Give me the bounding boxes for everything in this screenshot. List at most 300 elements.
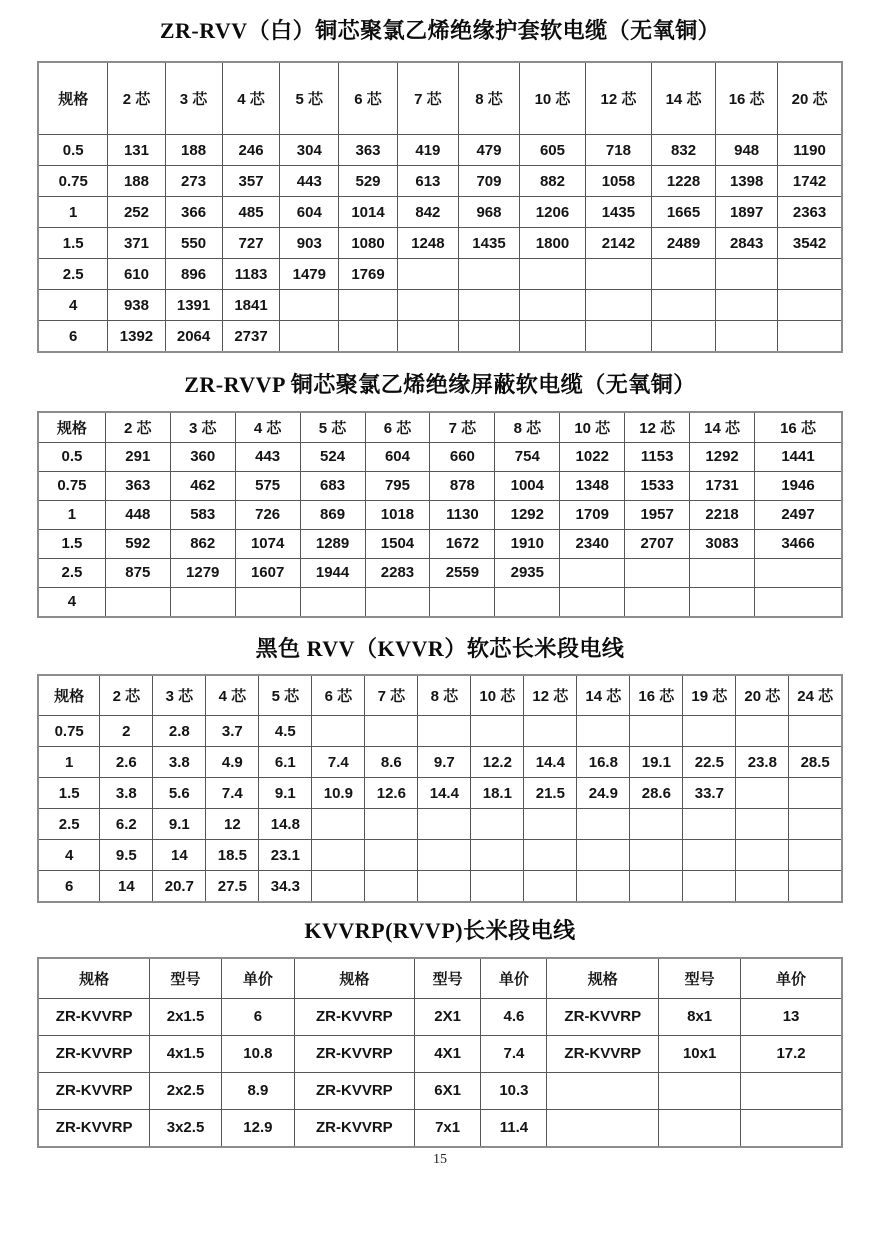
table-cell: 14 bbox=[153, 840, 206, 871]
header-cell: 单价 bbox=[741, 958, 842, 999]
table-cell bbox=[520, 259, 586, 290]
header-cell: 20 芯 bbox=[778, 62, 842, 135]
table-cell: 10.8 bbox=[221, 1035, 294, 1072]
table-cell: 2142 bbox=[585, 228, 651, 259]
table-cell: 1348 bbox=[560, 471, 625, 500]
table-cell bbox=[585, 321, 651, 353]
table-cell: 188 bbox=[108, 166, 165, 197]
header-cell: 10 芯 bbox=[560, 412, 625, 443]
table-cell bbox=[741, 1109, 842, 1147]
table-cell bbox=[577, 716, 630, 747]
page-number: 15 bbox=[433, 1152, 447, 1167]
table-cell bbox=[630, 809, 683, 840]
table-cell: 660 bbox=[430, 442, 495, 471]
table-row bbox=[38, 871, 842, 903]
header-cell: 14 芯 bbox=[577, 675, 630, 716]
table-cell: 2340 bbox=[560, 529, 625, 558]
table-cell bbox=[577, 840, 630, 871]
table-row bbox=[38, 778, 842, 809]
table-cell bbox=[471, 871, 524, 903]
table-cell: 842 bbox=[397, 197, 458, 228]
table-cell bbox=[755, 558, 842, 587]
table-cell: 33.7 bbox=[683, 778, 736, 809]
header-cell: 3 芯 bbox=[165, 62, 222, 135]
table-cell bbox=[736, 871, 789, 903]
table-cell: 1391 bbox=[165, 290, 222, 321]
header-cell: 8 芯 bbox=[495, 412, 560, 443]
table-cell bbox=[778, 290, 842, 321]
table-cell: 1279 bbox=[170, 558, 235, 587]
header-cell: 6 芯 bbox=[339, 62, 398, 135]
section-zr-rvv-white bbox=[37, 18, 843, 353]
table-cell: 12 bbox=[206, 809, 259, 840]
table-cell bbox=[659, 1072, 741, 1109]
table-cell: 1 bbox=[38, 197, 108, 228]
table-cell bbox=[716, 290, 778, 321]
table-cell bbox=[418, 716, 471, 747]
table-cell bbox=[365, 871, 418, 903]
table-cell bbox=[547, 1072, 659, 1109]
table-cell: 12.2 bbox=[471, 747, 524, 778]
table-row bbox=[38, 998, 842, 1035]
table-cell bbox=[300, 587, 365, 617]
table-cell bbox=[312, 716, 365, 747]
table-cell bbox=[736, 840, 789, 871]
table-row bbox=[38, 558, 842, 587]
table-cell: 22.5 bbox=[683, 747, 736, 778]
table-cell: ZR-KVVRP bbox=[547, 1035, 659, 1072]
table-cell: 0.75 bbox=[38, 471, 105, 500]
table-cell: ZR-KVVRP bbox=[294, 1109, 414, 1147]
table-cell: 832 bbox=[651, 135, 715, 166]
table-cell: 1190 bbox=[778, 135, 842, 166]
table-cell: 1058 bbox=[585, 166, 651, 197]
table-cell bbox=[789, 716, 842, 747]
table-row bbox=[38, 809, 842, 840]
table-cell: 7x1 bbox=[414, 1109, 481, 1147]
table-cell: 948 bbox=[716, 135, 778, 166]
table-cell bbox=[625, 587, 690, 617]
header-cell: 5 芯 bbox=[259, 675, 312, 716]
table-cell: 1392 bbox=[108, 321, 165, 353]
table-cell: 357 bbox=[222, 166, 280, 197]
table-cell bbox=[524, 716, 577, 747]
table-kvvrp bbox=[37, 957, 843, 1148]
table-row bbox=[38, 166, 842, 197]
table-cell bbox=[365, 587, 430, 617]
header-cell: 12 芯 bbox=[585, 62, 651, 135]
table-cell: 363 bbox=[339, 135, 398, 166]
table-cell bbox=[280, 290, 339, 321]
table-cell bbox=[585, 259, 651, 290]
table-cell bbox=[778, 321, 842, 353]
table-row bbox=[38, 1109, 842, 1147]
header-cell: 14 芯 bbox=[690, 412, 755, 443]
table-cell: 0.75 bbox=[38, 716, 100, 747]
table-cell: ZR-KVVRP bbox=[294, 998, 414, 1035]
title-zr-rvvp: ZR-RVVP 铜芯聚氯乙烯绝缘屏蔽软电缆（无氧铜） bbox=[184, 372, 696, 398]
table-cell: 2X1 bbox=[414, 998, 481, 1035]
header-cell: 规格 bbox=[38, 412, 105, 443]
table-cell: 20.7 bbox=[153, 871, 206, 903]
table-cell: 1841 bbox=[222, 290, 280, 321]
table-cell: 1731 bbox=[690, 471, 755, 500]
table-cell: 2707 bbox=[625, 529, 690, 558]
table-cell: 718 bbox=[585, 135, 651, 166]
table-cell: 550 bbox=[165, 228, 222, 259]
header-cell: 12 芯 bbox=[625, 412, 690, 443]
table-cell: 2363 bbox=[778, 197, 842, 228]
table-cell: ZR-KVVRP bbox=[38, 1072, 150, 1109]
table-cell bbox=[365, 840, 418, 871]
table-cell: 795 bbox=[365, 471, 430, 500]
header-cell: 10 芯 bbox=[520, 62, 586, 135]
table-row bbox=[38, 500, 842, 529]
table-cell: 1800 bbox=[520, 228, 586, 259]
table-row bbox=[38, 529, 842, 558]
table-cell: 896 bbox=[165, 259, 222, 290]
table-cell: 0.5 bbox=[38, 442, 105, 471]
section-zr-rvvp bbox=[37, 372, 843, 617]
table-cell: 188 bbox=[165, 135, 222, 166]
table-cell: 1398 bbox=[716, 166, 778, 197]
table-cell: 28.5 bbox=[789, 747, 842, 778]
table-cell: 27.5 bbox=[206, 871, 259, 903]
table-cell: 869 bbox=[300, 500, 365, 529]
header-row bbox=[38, 412, 842, 443]
table-cell: 1004 bbox=[495, 471, 560, 500]
table-cell: 2218 bbox=[690, 500, 755, 529]
table-cell: 1435 bbox=[585, 197, 651, 228]
table-cell bbox=[778, 259, 842, 290]
table-cell: 12.6 bbox=[365, 778, 418, 809]
table-cell: 7.4 bbox=[312, 747, 365, 778]
table-cell: 683 bbox=[300, 471, 365, 500]
table-cell bbox=[651, 259, 715, 290]
table-row bbox=[38, 747, 842, 778]
table-row bbox=[38, 840, 842, 871]
table-cell: 1014 bbox=[339, 197, 398, 228]
table-cell: 1289 bbox=[300, 529, 365, 558]
table-cell: 4 bbox=[38, 840, 100, 871]
table-cell: 6 bbox=[38, 871, 100, 903]
table-cell: 10x1 bbox=[659, 1035, 741, 1072]
table-cell: 1769 bbox=[339, 259, 398, 290]
table-cell: 1957 bbox=[625, 500, 690, 529]
table-cell: 1292 bbox=[690, 442, 755, 471]
table-cell: 1 bbox=[38, 500, 105, 529]
table-cell: 10.3 bbox=[481, 1072, 547, 1109]
table-cell: 2.5 bbox=[38, 558, 105, 587]
table-cell bbox=[312, 840, 365, 871]
table-cell bbox=[736, 716, 789, 747]
table-cell: 6X1 bbox=[414, 1072, 481, 1109]
table-row bbox=[38, 197, 842, 228]
table-cell: 3x2.5 bbox=[150, 1109, 222, 1147]
table-cell: 5.6 bbox=[153, 778, 206, 809]
table-cell bbox=[736, 809, 789, 840]
table-cell: 1074 bbox=[235, 529, 300, 558]
table-cell: 462 bbox=[170, 471, 235, 500]
header-cell: 规格 bbox=[38, 62, 108, 135]
table-cell: 18.1 bbox=[471, 778, 524, 809]
table-cell: 1910 bbox=[495, 529, 560, 558]
table-cell bbox=[683, 809, 736, 840]
table-cell bbox=[235, 587, 300, 617]
header-cell: 7 芯 bbox=[430, 412, 495, 443]
table-cell: 28.6 bbox=[630, 778, 683, 809]
table-cell bbox=[365, 716, 418, 747]
table-cell bbox=[418, 840, 471, 871]
table-cell bbox=[524, 840, 577, 871]
table-cell: 2283 bbox=[365, 558, 430, 587]
table-cell: 7.4 bbox=[481, 1035, 547, 1072]
table-cell: 1206 bbox=[520, 197, 586, 228]
table-cell: 7.4 bbox=[206, 778, 259, 809]
table-cell: 613 bbox=[397, 166, 458, 197]
table-row bbox=[38, 442, 842, 471]
table-cell: 2497 bbox=[755, 500, 842, 529]
table-cell: 1080 bbox=[339, 228, 398, 259]
table-cell bbox=[471, 716, 524, 747]
table-cell: 3083 bbox=[690, 529, 755, 558]
header-cell: 7 芯 bbox=[397, 62, 458, 135]
table-cell: 1153 bbox=[625, 442, 690, 471]
table-cell: 13 bbox=[741, 998, 842, 1035]
table-cell bbox=[458, 321, 519, 353]
header-cell: 5 芯 bbox=[280, 62, 339, 135]
header-row bbox=[38, 675, 842, 716]
table-cell: 6 bbox=[221, 998, 294, 1035]
table-cell bbox=[397, 290, 458, 321]
table-cell: 3.8 bbox=[100, 778, 153, 809]
table-cell bbox=[789, 840, 842, 871]
table-cell: 252 bbox=[108, 197, 165, 228]
table-cell: 17.2 bbox=[741, 1035, 842, 1072]
table-cell: 1709 bbox=[560, 500, 625, 529]
table-cell bbox=[458, 259, 519, 290]
table-cell bbox=[577, 809, 630, 840]
table-cell bbox=[312, 809, 365, 840]
table-cell bbox=[659, 1109, 741, 1147]
table-cell bbox=[683, 716, 736, 747]
table-cell: 604 bbox=[365, 442, 430, 471]
table-cell bbox=[630, 871, 683, 903]
header-cell: 规格 bbox=[547, 958, 659, 999]
table-cell: 9.1 bbox=[259, 778, 312, 809]
table-cell: 1479 bbox=[280, 259, 339, 290]
table-cell: 903 bbox=[280, 228, 339, 259]
table-cell: 3.8 bbox=[153, 747, 206, 778]
table-cell: 18.5 bbox=[206, 840, 259, 871]
table-cell: 878 bbox=[430, 471, 495, 500]
table-cell: 14 bbox=[100, 871, 153, 903]
table-zr-rvvp bbox=[37, 411, 843, 618]
table-cell bbox=[755, 587, 842, 617]
table-cell: 2.5 bbox=[38, 259, 108, 290]
table-cell bbox=[520, 290, 586, 321]
table-cell bbox=[471, 840, 524, 871]
table-cell bbox=[690, 558, 755, 587]
header-cell: 6 芯 bbox=[312, 675, 365, 716]
table-cell: 1533 bbox=[625, 471, 690, 500]
table-cell: 23.1 bbox=[259, 840, 312, 871]
table-cell: 1.5 bbox=[38, 228, 108, 259]
table-cell: 968 bbox=[458, 197, 519, 228]
table-cell: 8.6 bbox=[365, 747, 418, 778]
table-cell: 1022 bbox=[560, 442, 625, 471]
table-cell: 2x1.5 bbox=[150, 998, 222, 1035]
table-cell: 9.1 bbox=[153, 809, 206, 840]
table-cell: 529 bbox=[339, 166, 398, 197]
table-cell: 2737 bbox=[222, 321, 280, 353]
table-cell: 3542 bbox=[778, 228, 842, 259]
table-cell: 24.9 bbox=[577, 778, 630, 809]
table-cell bbox=[524, 871, 577, 903]
table-cell: 583 bbox=[170, 500, 235, 529]
table-cell: 131 bbox=[108, 135, 165, 166]
header-cell: 2 芯 bbox=[105, 412, 170, 443]
table-row bbox=[38, 716, 842, 747]
header-cell: 16 芯 bbox=[755, 412, 842, 443]
table-cell bbox=[630, 716, 683, 747]
table-cell bbox=[690, 587, 755, 617]
table-cell: 1435 bbox=[458, 228, 519, 259]
section-black-rvv bbox=[37, 636, 843, 903]
header-cell: 4 芯 bbox=[222, 62, 280, 135]
table-cell bbox=[495, 587, 560, 617]
table-cell: 246 bbox=[222, 135, 280, 166]
table-cell: 4.6 bbox=[481, 998, 547, 1035]
table-cell: 862 bbox=[170, 529, 235, 558]
table-cell bbox=[418, 871, 471, 903]
table-cell: 604 bbox=[280, 197, 339, 228]
table-cell bbox=[789, 778, 842, 809]
title-zr-rvv-white: ZR-RVV（白）铜芯聚氯乙烯绝缘护套软电缆（无氧铜） bbox=[159, 18, 721, 43]
table-cell bbox=[312, 871, 365, 903]
table-cell bbox=[789, 809, 842, 840]
table-cell bbox=[560, 558, 625, 587]
header-cell: 20 芯 bbox=[736, 675, 789, 716]
table-cell: 479 bbox=[458, 135, 519, 166]
table-cell: 726 bbox=[235, 500, 300, 529]
table-cell bbox=[560, 587, 625, 617]
table-cell: ZR-KVVRP bbox=[38, 998, 150, 1035]
table-cell: 2.8 bbox=[153, 716, 206, 747]
table-cell: ZR-KVVRP bbox=[38, 1109, 150, 1147]
table-cell bbox=[741, 1072, 842, 1109]
table-row bbox=[38, 1072, 842, 1109]
header-cell: 16 芯 bbox=[716, 62, 778, 135]
table-cell: 1607 bbox=[235, 558, 300, 587]
table-cell: 2559 bbox=[430, 558, 495, 587]
header-cell: 3 芯 bbox=[170, 412, 235, 443]
table-cell: 12.9 bbox=[221, 1109, 294, 1147]
header-cell: 4 芯 bbox=[206, 675, 259, 716]
header-cell: 12 芯 bbox=[524, 675, 577, 716]
table-cell bbox=[280, 321, 339, 353]
table-cell: 485 bbox=[222, 197, 280, 228]
table-cell: 1504 bbox=[365, 529, 430, 558]
table-cell bbox=[105, 587, 170, 617]
table-cell bbox=[170, 587, 235, 617]
table-cell bbox=[365, 809, 418, 840]
header-row bbox=[38, 958, 842, 999]
title-black-rvv: 黑色 RVV（KVVR）软芯长米段电线 bbox=[255, 635, 625, 661]
table-cell: 575 bbox=[235, 471, 300, 500]
table-cell: 3466 bbox=[755, 529, 842, 558]
table-row bbox=[38, 259, 842, 290]
table-cell: ZR-KVVRP bbox=[294, 1035, 414, 1072]
table-cell: 1228 bbox=[651, 166, 715, 197]
header-cell: 3 芯 bbox=[153, 675, 206, 716]
table-row bbox=[38, 321, 842, 353]
header-cell: 型号 bbox=[150, 958, 222, 999]
table-cell: 19.1 bbox=[630, 747, 683, 778]
table-cell bbox=[625, 558, 690, 587]
header-cell: 14 芯 bbox=[651, 62, 715, 135]
table-cell: 4.5 bbox=[259, 716, 312, 747]
table-cell: 1441 bbox=[755, 442, 842, 471]
table-cell: 11.4 bbox=[481, 1109, 547, 1147]
table-cell: 2064 bbox=[165, 321, 222, 353]
table-cell: 3.7 bbox=[206, 716, 259, 747]
table-cell: 9.5 bbox=[100, 840, 153, 871]
table-cell bbox=[683, 871, 736, 903]
header-cell: 2 芯 bbox=[100, 675, 153, 716]
table-row bbox=[38, 135, 842, 166]
table-cell: 273 bbox=[165, 166, 222, 197]
header-cell: 7 芯 bbox=[365, 675, 418, 716]
table-cell: 1742 bbox=[778, 166, 842, 197]
header-cell: 规格 bbox=[38, 675, 100, 716]
table-cell: 1944 bbox=[300, 558, 365, 587]
table-cell: 14.4 bbox=[524, 747, 577, 778]
table-cell: 2 bbox=[100, 716, 153, 747]
table-cell: 1130 bbox=[430, 500, 495, 529]
table-cell: 443 bbox=[280, 166, 339, 197]
table-cell: 6.1 bbox=[259, 747, 312, 778]
table-cell: 2843 bbox=[716, 228, 778, 259]
table-cell: 2x2.5 bbox=[150, 1072, 222, 1109]
table-cell: 1946 bbox=[755, 471, 842, 500]
header-cell: 10 芯 bbox=[471, 675, 524, 716]
table-cell: 2489 bbox=[651, 228, 715, 259]
table-cell: 14.8 bbox=[259, 809, 312, 840]
table-cell bbox=[524, 809, 577, 840]
table-cell bbox=[430, 587, 495, 617]
table-cell: 605 bbox=[520, 135, 586, 166]
table-cell: 363 bbox=[105, 471, 170, 500]
table-cell bbox=[397, 259, 458, 290]
table-cell bbox=[577, 871, 630, 903]
table-cell: 1.5 bbox=[38, 778, 100, 809]
table-black-rvv bbox=[37, 674, 843, 903]
table-cell: 1.5 bbox=[38, 529, 105, 558]
table-row bbox=[38, 587, 842, 617]
table-cell: 1897 bbox=[716, 197, 778, 228]
table-cell: 754 bbox=[495, 442, 560, 471]
header-cell: 4 芯 bbox=[235, 412, 300, 443]
table-row bbox=[38, 1035, 842, 1072]
table-cell: 1672 bbox=[430, 529, 495, 558]
table-cell: 0.75 bbox=[38, 166, 108, 197]
header-cell: 规格 bbox=[38, 958, 150, 999]
table-cell: 4 bbox=[38, 290, 108, 321]
table-cell: ZR-KVVRP bbox=[547, 998, 659, 1035]
table-cell: 1018 bbox=[365, 500, 430, 529]
table-cell bbox=[339, 321, 398, 353]
